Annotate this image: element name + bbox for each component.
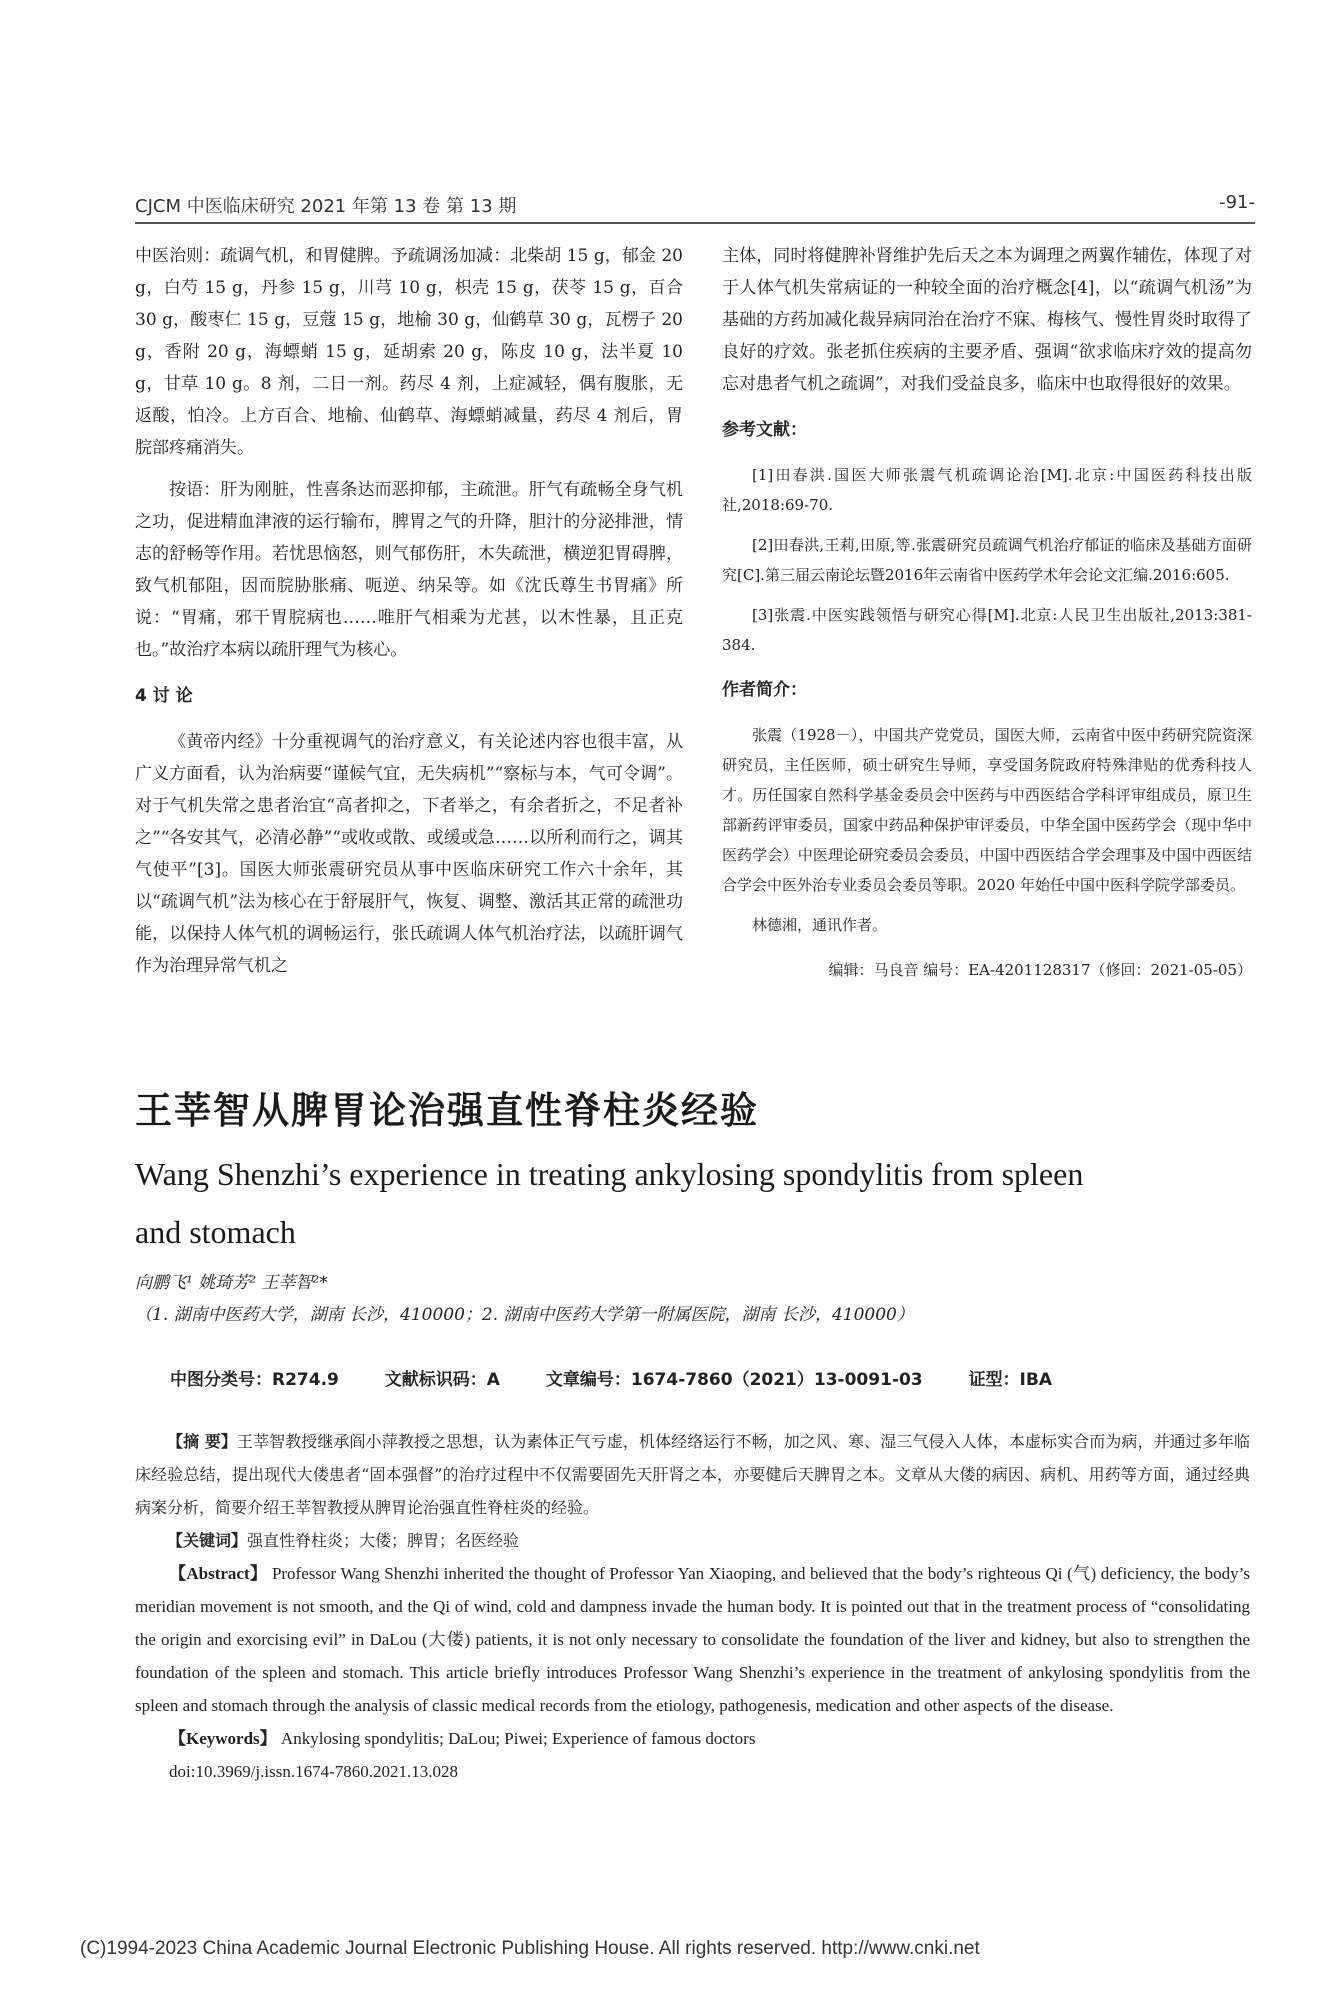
classification-number: 中图分类号：R274.9: [170, 1370, 339, 1390]
keywords-en-label: 【Keywords】: [169, 1729, 277, 1748]
discussion-paragraph: 《黄帝内经》十分重视调气的治疗意义，有关论述内容也很丰富，从广义方面看，认为治病要“谨候气宜，无失病机”“察标与本，气可令调”。对于气机失常之患者治宜“高者抑之，下者举之，有余者折之，不足者补之”“各安其气，必清必静”“或收或散、或缓或急……以所利而行之，调其气使平”[3]。国医大师张震研究员从事中医临床研究工作六十余年，其以“疏调气机”法为核心在于舒展肝气，恢复、调整、激活其正常的疏泄功能，以保持人体气机的调畅运行，张氏疏调人体气机治疗法，以疏肝调气作为治理异常气机之: [135, 732, 683, 976]
abstract-cn: [135, 1425, 1250, 1524]
contact-author: 林德湘，通讯作者。: [752, 916, 888, 934]
page-number: -91-: [1219, 192, 1255, 213]
references-title: 参考文献：: [722, 420, 807, 440]
article-title-en: Wang Shenzhi’s experience in treating ankylosing spondylitis from spleen and stomach: [135, 1156, 1084, 1250]
right-column: [722, 240, 1252, 986]
affiliation: （1. 湖南中医药大学，湖南 长沙，410000；2. 湖南中医药大学第一附属医院，湖南 长沙，410000）: [135, 1305, 914, 1325]
author-bio: 张震（1928－），中国共产党党员，国医大师，云南省中医中药研究院资深研究员，主任医师，硕士研究生导师，享受国务院政府特殊津贴的优秀科技人才。历任国家自然科学基金委员会中医药与中西医结合学科评审组成员，原卫生部新药评审委员，国家中药品种保护审评委员，中华全国中医药学会（现中华中医药学会）中医理论研究委员会委员，中国中西医结合学会理事及中国中西医结合学会中医外治专业委员会委员等职。2020 年始任中国中医科学院学部委员。: [722, 726, 1252, 894]
keywords-cn-label: 【关键词】: [167, 1531, 248, 1550]
section-title: 4 讨 论: [135, 686, 193, 706]
keywords-cn: [135, 1524, 1250, 1557]
abstract-en-text: Professor Wang Shenzhi inherited the thought of Professor Yan Xiaoping, and believed that the body’s righteous Qi (气) deficiency, the body’s meridian movement is not smooth, and the Qi of wind, cold and dampness invade the human body. It is pointed out that in the treatment process of “consolidating the origin and exorcising evil” in DaLou (大偻) patients, it is not only necessary to consolidate the foundation of the liver and kidney, but also to strengthen the foundation of the spleen and stomach. This article briefly introduces Professor Wang Shenzhi’s experience in the treatment of ankylosing spondylitis from the spleen and stomach through the analysis of classic medical records from the etiology, pathogenesis, medication and other aspects of the disease.: [135, 1564, 1250, 1715]
abstract-block: [135, 1425, 1250, 1788]
reference-item: [2]田春洪,王莉,田原,等.张震研究员疏调气机治疗郁证的临床及基础方面研究[C].第三届云南论坛暨2016年云南省中医药学术年会论文汇编.2016:605.: [722, 536, 1252, 584]
article-number: 文章编号：1674-7860（2021）13-0091-03: [545, 1370, 923, 1390]
keywords-cn-text: 强直性脊柱炎；大偻；脾胃；名医经验: [247, 1531, 520, 1550]
commentary-paragraph: 按语：肝为刚脏，性喜条达而恶抑郁，主疏泄。肝气有疏畅全身气机之功，促进精血津液的运行输布，脾胃之气的升降，胆汁的分泌排泄，情志的舒畅等作用。若忧思恼怒，则气郁伤肝，木失疏泄，横逆犯胃碍脾，致气机郁阻，因而脘胁胀痛、呃逆、纳呆等。如《沈氏尊生书胃痛》所说：“胃痛，邪干胃脘病也……唯肝气相乘为尤甚，以木性暴，且正克也。”故治疗本病以疏肝理气为核心。: [135, 480, 683, 660]
evidence-type: 证型：IBA: [968, 1370, 1053, 1390]
page-header: [135, 192, 1255, 222]
classification-line: [170, 1365, 1170, 1390]
article-title-cn: 王莘智从脾胃论治强直性脊柱炎经验: [135, 1089, 759, 1132]
reference-item: [3]张震.中医实践领悟与研究心得[M].北京:人民卫生出版社,2013:381-384.: [722, 606, 1252, 654]
treatment-paragraph: 中医治则：疏调气机，和胃健脾。予疏调汤加减：北柴胡 15 g，郁金 20 g，白芍 15 g，丹参 15 g，川芎 10 g，枳壳 15 g，茯苓 15 g，百合 30 g，酸枣仁 15 g，豆蔻 15 g，地榆 30 g，仙鹤草 30 g，瓦楞子 20 g，香附 20 g，海螵蛸 15 g，延胡索 20 g，陈皮 10 g，法半夏 10 g，甘草 10 g。8 剂，二日一剂。药尽 4 剂，上症减轻，偶有腹胀，无返酸，怕冷。上方百合、地榆、仙鹤草、海螵蛸减量，药尽 4 剂后，胃脘部疼痛消失。: [135, 246, 683, 458]
abstract-cn-label: 【摘 要】: [167, 1432, 237, 1451]
editor-line: 编辑：马良音 编号：EA-4201128317（修回：2021-05-05）: [828, 961, 1252, 979]
author-title: 作者简介：: [722, 680, 807, 700]
copyright-footer: (C)1994-2023 China Academic Journal Electronic Publishing House. All rights reserved. http://www.cnki.net: [80, 1938, 980, 1959]
authors: 向鹏飞¹ 姚琦芳² 王莘智²*: [135, 1273, 328, 1293]
discussion-continued: 主体，同时将健脾补肾维护先后天之本为调理之两翼作辅佐，体现了对于人体气机失常病证的一种较全面的治疗概念[4]，以“疏调气机汤”为基础的方药加减化裁异病同治在治疗不寐、梅核气、慢性胃炎时取得了良好的疗效。张老抓住疾病的主要矛盾、强调“欲求临床疗效的提高勿忘对患者气机之疏调”，对我们受益良多，临床中也取得很好的效果。: [722, 246, 1252, 394]
keywords-en: [135, 1722, 1250, 1755]
reference-item: [1]田春洪.国医大师张震气机疏调论治[M].北京:中国医药科技出版社,2018:69-70.: [722, 466, 1252, 514]
header-rule: [135, 222, 1255, 224]
journal-line: CJCM 中医临床研究 2021 年第 13 卷 第 13 期: [135, 196, 517, 217]
abstract-cn-text: 王莘智教授继承阎小萍教授之思想，认为素体正气亏虚，机体经络运行不畅，加之风、寒、湿三气侵入人体，本虚标实合而为病，并通过多年临床经验总结，提出现代大偻患者“固本强督”的治疗过程中不仅需要固先天肝肾之本，亦要健后天脾胃之本。文章从大偻的病因、病机、用药等方面，通过经典病案分析，简要介绍王莘智教授从脾胃论治强直性脊柱炎的经验。: [135, 1432, 1250, 1517]
doi[interactable]: doi:10.3969/j.issn.1674-7860.2021.13.028: [169, 1762, 459, 1781]
keywords-en-text: Ankylosing spondylitis; DaLou; Piwei; Experience of famous doctors: [280, 1729, 756, 1748]
abstract-en-label: 【Abstract】: [169, 1564, 268, 1583]
left-column: [135, 240, 683, 992]
document-code: 文献标识码：A: [384, 1370, 500, 1390]
abstract-en: [135, 1557, 1250, 1722]
